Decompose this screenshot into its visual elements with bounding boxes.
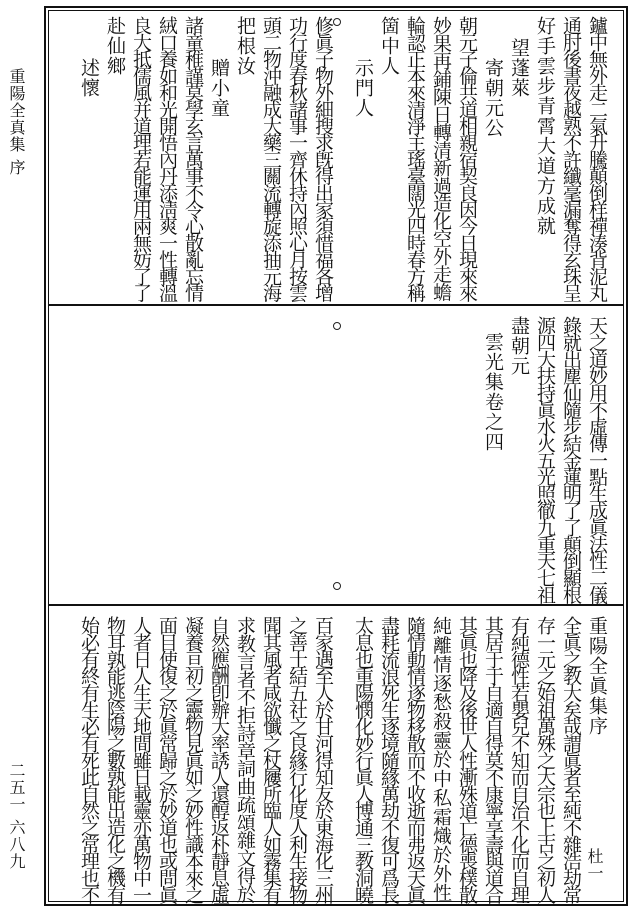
poem-subtitle: 寄朝元公 bbox=[482, 58, 504, 138]
text-column: 面目使復之於眞常歸之於妙道也或問眞 bbox=[156, 616, 178, 902]
text-column: 赴仙鄉 bbox=[104, 16, 126, 76]
text-column: 始必有終有生必有死此自然之常理也不 bbox=[78, 616, 100, 902]
preface-title: 重陽全眞集序 bbox=[586, 616, 608, 736]
text-column: 其眞也降及後世人性漸殊道亡德喪樸散 bbox=[456, 616, 478, 902]
text-column: 盡耗流浪死生逐境隨緣萬劫不復可爲長 bbox=[378, 616, 400, 902]
poem-title: 望蓬萊 bbox=[508, 38, 530, 98]
text-column: 物耳孰能逃陰陽之數孰能出造化之機有 bbox=[104, 616, 126, 902]
text-column: 存一元之始祖萬殊之大宗也上古之初人 bbox=[534, 616, 556, 902]
text-column: 全眞之教大矣哉謂眞者至純不雜浩劫常 bbox=[560, 616, 582, 902]
text-column: 好手雲步青霄大道方成就 bbox=[534, 16, 556, 236]
text-column: 純離情逐愁殺靈於中私霜熾於外性 bbox=[430, 616, 452, 903]
text-column: 隨情動情逐物移散而不收逝而弗返天眞 bbox=[404, 616, 426, 902]
margin-page-number: 二五一 六八九 bbox=[7, 762, 26, 871]
text-column: 凝養亘初之靈物見眞如之妙性識本來之 bbox=[182, 616, 204, 902]
text-column: 良大抵儒風并道理若能運用兩無妨了了 bbox=[130, 16, 152, 301]
text-column: 輪認正本來清淨主瑤臺闊光四時春方稱 bbox=[404, 16, 426, 301]
text-column: 通肘後書夜越熟不許纖毫漏奪得玄珠呈 bbox=[560, 16, 582, 301]
text-column: 人者日人生天地間雖日載靈亦萬物中一 bbox=[130, 616, 152, 902]
section-divider-bottom bbox=[48, 604, 624, 606]
text-column: 求教言者不拒詩章詞曲疏頌雜文得於 bbox=[234, 616, 256, 902]
text-column: 錄就出塵仙隨步結金蓮明了了顛倒顯根 bbox=[560, 316, 582, 602]
text-column: 自然應酬卽辦大率誘人還醇返朴靜息虛 bbox=[208, 616, 230, 902]
text-column: 太息也重陽憫化妙行眞人博通三教洞曉 bbox=[352, 616, 374, 902]
text-column: 源四大扶持眞水火五光照徹九重天七祖 bbox=[534, 316, 556, 602]
text-column: 天之道妙用不虛傳一點生成眞法性二儀 bbox=[586, 316, 608, 602]
register-mark-circle bbox=[333, 582, 341, 590]
text-column: 朝元子倫共道相親宿契良因今日現來來 bbox=[456, 16, 478, 301]
text-column: 鑪中無外走二氣升騰顛倒样禪湊背泥丸 bbox=[586, 16, 608, 301]
text-column: 箇中人 bbox=[378, 16, 400, 76]
text-column: 絨口養如和光開悟內丹添淸爽一性轉溫 bbox=[156, 16, 178, 301]
margin-book-title: 重陽全真集 序 bbox=[7, 68, 26, 177]
text-column: 其居于于自適自得莫不康寧享壽與道合 bbox=[482, 616, 504, 902]
text-column: 妙果再鋪陳日轉清新過造化空外走蟾 bbox=[430, 16, 452, 300]
text-column: 盡朝元 bbox=[508, 316, 530, 376]
text-column: 諸童稚謹莫學玄言萬事不令心散亂忘情 bbox=[182, 16, 204, 301]
section-divider-top bbox=[48, 304, 624, 306]
poem-title: 述懷 bbox=[78, 58, 100, 98]
text-column: 修眞子物外細搜求旣得出家須惜福各增 bbox=[312, 16, 334, 301]
text-column: 百家遇至人於甘河得知友於東海化三州 bbox=[312, 616, 334, 902]
page-marker: 杜一 bbox=[585, 848, 604, 882]
volume-end-title: 雲光集卷之四 bbox=[482, 332, 504, 452]
text-column: 頭二物沖融成大藥三關流轉旋添抽元海 bbox=[260, 16, 282, 301]
text-column: 功行度春秋諸事一齊休持內照心月按雲 bbox=[286, 16, 308, 301]
text-column: 聞其風者咸欲懺之杖屨所臨人如霧集有 bbox=[260, 616, 282, 902]
poem-title: 贈小童 bbox=[208, 58, 230, 118]
text-column: 之善士結五社之良緣行化度人利生接物 bbox=[286, 616, 308, 902]
text-column: 把根汝 bbox=[234, 16, 256, 76]
poem-title: 示門人 bbox=[352, 58, 374, 118]
register-mark-circle bbox=[333, 322, 341, 330]
text-column: 有純德性若嬰兒不知而自治不化而自理 bbox=[508, 616, 530, 902]
